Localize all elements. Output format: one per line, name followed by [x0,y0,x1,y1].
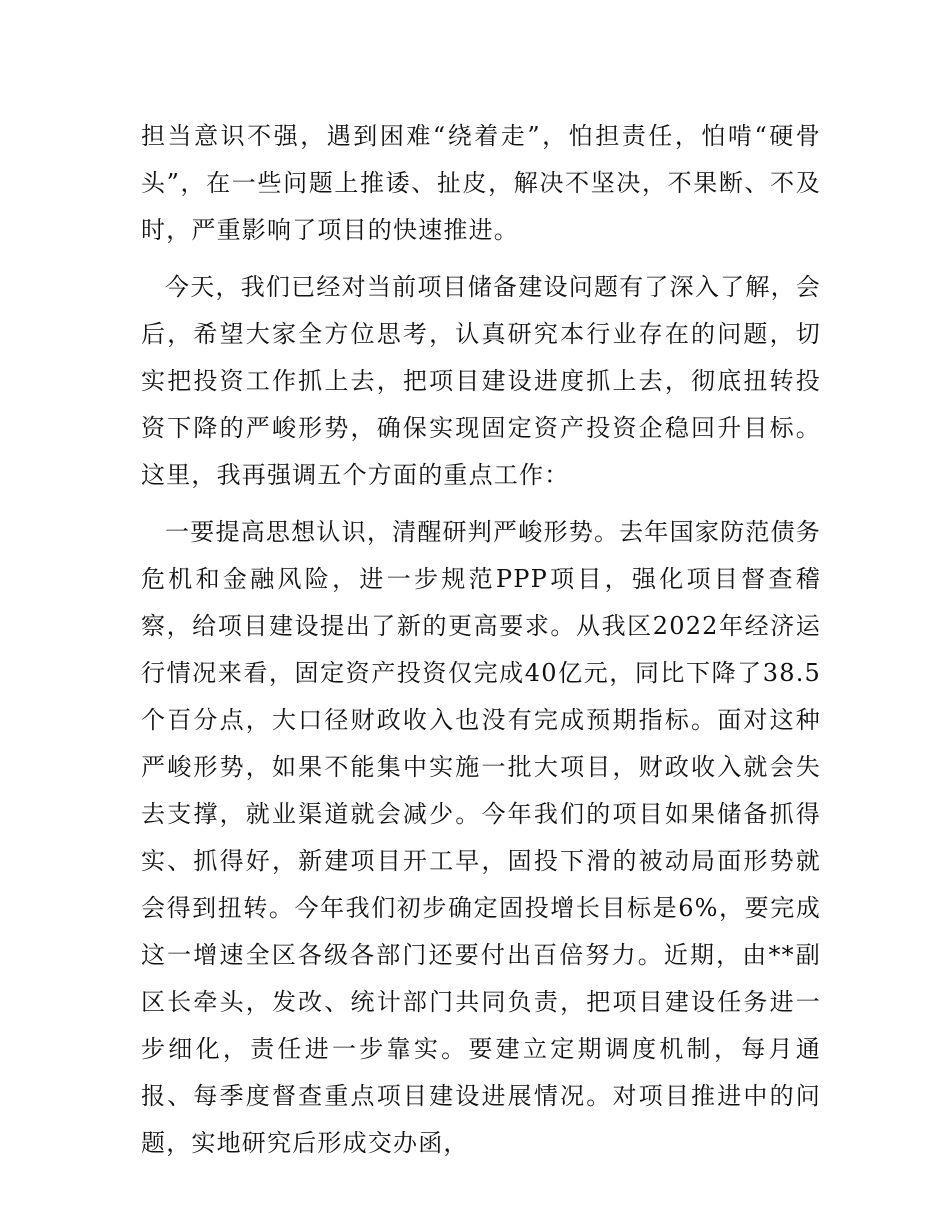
paragraph-point-one: 一要提高思想认识，清醒研判严峻形势。去年国家防范债务危机和金融风险，进一步规范PPP项目，强化项目督查稽察，给项目建设提出了新的更高要求。从我区2022年经济运行情况来看，固定资产投资仅完成40亿元，同比下降了38.5个百分点，大口径财政收入也没有完成预期指标。面对这种严峻形势，如果不能集中实施一批大项目，财政收入就会失去支撑，就业渠道就会减少。今年我们的项目如果储备抓得实、抓得好，新建项目开工早，固投下滑的被动局面形势就会得到扭转。今年我们初步确定固投增长目标是6%，要完成这一增速全区各级各部门还要付出百倍努力。近期，由**副区长牵头，发改、统计部门共同负责，把项目建设任务进一步细化，责任进一步靠实。要建立定期调度机制，每月通报、每季度督查重点项目建设进展情况。对项目推进中的问题，实地研究后形成交办函， [141,518,821,1157]
document-body [141,113,821,1177]
paragraph-continuation: 担当意识不强，遇到困难“绕着走”，怕担责任，怕啃“硬骨头”，在一些问题上推诿、扯皮，解决不坚决，不果断、不及时，严重影响了项目的快速推进。 [141,122,821,244]
paragraph-meeting-summary: 今天，我们已经对当前项目储备建设问题有了深入了解，会后，希望大家全方位思考，认真研究本行业存在的问题，切实把投资工作抓上去，把项目建设进度抓上去，彻底扭转投资下降的严峻形势，确保实现固定资产投资企稳回升目标。这里，我再强调五个方面的重点工作： [141,273,821,489]
